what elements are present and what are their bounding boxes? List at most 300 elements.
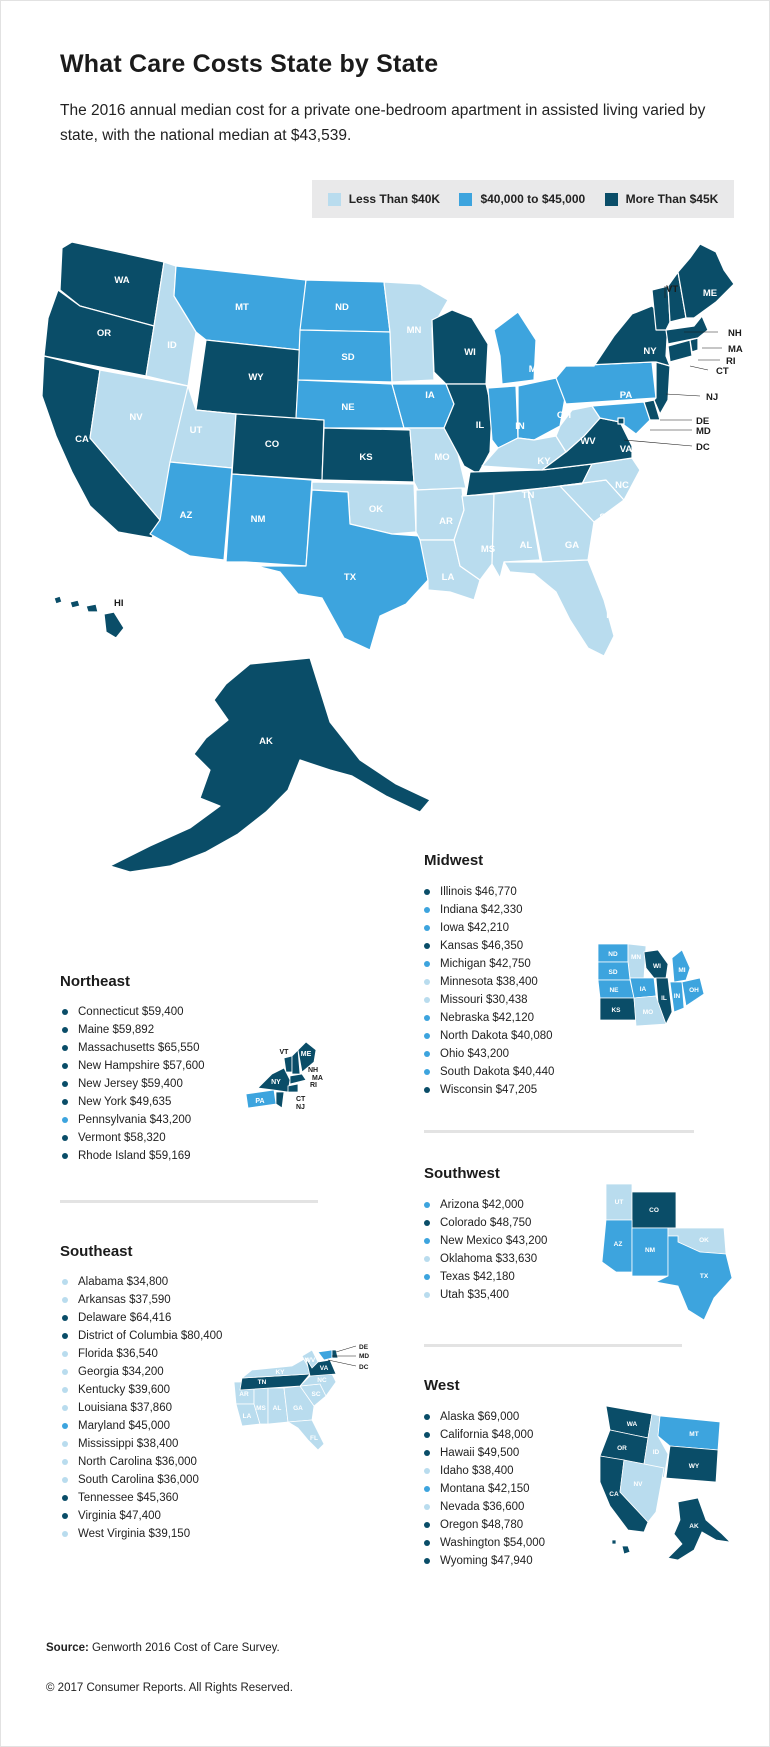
legend-label-mid: $40,000 to $45,000: [480, 192, 586, 206]
state-cost-item: [62, 1021, 205, 1039]
mini-w-ak: [668, 1498, 730, 1560]
label-id: ID: [167, 340, 177, 351]
state-cost-label: Oklahoma $33,630: [440, 1253, 538, 1265]
mini-ne-label-ma: MA: [312, 1075, 323, 1082]
tier-dot: [62, 1063, 68, 1069]
state-cost-item: [424, 1009, 554, 1027]
mini-se-label-ar: AR: [239, 1391, 249, 1398]
mini-ne-label-ri: RI: [310, 1082, 317, 1089]
state-cost-label: Minnesota $38,400: [440, 976, 538, 988]
tier-dot: [424, 961, 430, 967]
state-ri: [690, 338, 698, 352]
state-cost-label: California $48,000: [440, 1429, 534, 1441]
label-mo: MO: [434, 452, 450, 463]
state-cost-label: Oregon $48,780: [440, 1519, 524, 1531]
legend-item-high: [605, 192, 719, 206]
mini-mw-label-ia: IA: [639, 986, 647, 993]
state-cost-label: Connecticut $59,400: [78, 1006, 184, 1018]
leader-line-ct: [690, 366, 708, 370]
state-cost-label: Texas $42,180: [440, 1271, 515, 1283]
tier-dot: [424, 1202, 430, 1208]
state-cost-item: [424, 919, 554, 937]
state-wi: [432, 310, 488, 384]
mini-w-label-wy: WY: [688, 1463, 700, 1470]
mini-w-label-ak: AK: [689, 1523, 699, 1530]
tier-dot: [424, 1015, 430, 1021]
mini-mw-label-mi: MI: [678, 967, 686, 974]
label-vt: VT: [666, 284, 679, 295]
mini-map-southwest: [600, 1182, 736, 1324]
state-cost-label: New Jersey $59,400: [78, 1078, 183, 1090]
state-fl: [504, 560, 614, 656]
label-ca: CA: [75, 434, 89, 445]
state-cost-item: [62, 1525, 222, 1543]
legend: [312, 180, 734, 218]
state-cost-item: [424, 1498, 545, 1516]
state-cost-label: Florida $36,540: [78, 1348, 158, 1360]
divider-northeast: [60, 1200, 318, 1203]
label-me: ME: [702, 288, 718, 299]
mini-se-label-ky: KY: [275, 1369, 285, 1376]
mini-w-label-wa: WA: [626, 1421, 638, 1428]
region-title-west: West: [424, 1377, 460, 1394]
state-cost-item: [424, 973, 554, 991]
state-cost-label: North Carolina $36,000: [78, 1456, 197, 1468]
mini-w-label-nv: NV: [633, 1481, 643, 1488]
label-ms: MS: [480, 544, 496, 555]
state-cost-label: Delaware $64,416: [78, 1312, 172, 1324]
mini-map-southeast: [232, 1344, 382, 1452]
state-cost-item: [62, 1111, 205, 1129]
label-sd: SD: [341, 352, 355, 363]
region-title-southeast: Southeast: [60, 1243, 133, 1260]
tier-dot: [424, 1292, 430, 1298]
state-cost-item: [62, 1453, 222, 1471]
legend-label-high: More Than $45K: [625, 192, 719, 206]
label-co: CO: [264, 439, 280, 450]
label-dc: DC: [696, 442, 710, 453]
state-cost-label: Colorado $48,750: [440, 1217, 532, 1229]
state-cost-item: [424, 937, 554, 955]
state-cost-item: [424, 1081, 554, 1099]
state-cost-item: [62, 1471, 222, 1489]
state-cost-item: [62, 1399, 222, 1417]
state-cost-item: [424, 1232, 547, 1250]
mini-sw-label-co: CO: [649, 1207, 659, 1214]
mini-sw-label-ok: OK: [699, 1237, 709, 1244]
mini-w-label-id: ID: [652, 1449, 660, 1456]
label-pa: PA: [619, 390, 633, 401]
label-fl: FL: [606, 610, 618, 621]
mini-ne-label-ct: CT: [296, 1096, 306, 1103]
label-nm: NM: [250, 514, 266, 525]
label-ks: KS: [359, 452, 373, 463]
tier-dot: [424, 1414, 430, 1420]
mini-mw-label-mn: MN: [630, 954, 642, 961]
mini-mw-mn: [628, 944, 646, 978]
state-cost-label: Louisiana $37,860: [78, 1402, 172, 1414]
tier-dot: [62, 1081, 68, 1087]
mini-se-label-nc: NC: [317, 1377, 327, 1384]
region-list-southwest: [424, 1196, 547, 1304]
state-cost-item: [424, 1408, 545, 1426]
tier-dot: [62, 1045, 68, 1051]
label-tn: TN: [521, 490, 535, 501]
label-il: IL: [475, 420, 485, 431]
state-nj: [654, 362, 670, 414]
state-cost-label: Maryland $45,000: [78, 1420, 171, 1432]
state-cost-label: Pennsylvania $43,200: [78, 1114, 192, 1126]
tier-dot: [62, 1387, 68, 1393]
tier-dot: [424, 889, 430, 895]
mini-mw-mi: [672, 950, 690, 982]
state-cost-label: Indiana $42,330: [440, 904, 523, 916]
mini-w-label-mt: MT: [689, 1431, 699, 1438]
mini-se-md: [318, 1350, 332, 1360]
state-cost-item: [424, 1250, 547, 1268]
state-cost-label: Vermont $58,320: [78, 1132, 166, 1144]
region-title-southwest: Southwest: [424, 1165, 500, 1182]
tier-dot: [424, 1432, 430, 1438]
state-cost-item: [424, 1196, 547, 1214]
label-ia: IA: [425, 390, 435, 401]
source-text: Genworth 2016 Cost of Care Survey.: [88, 1642, 280, 1654]
tier-dot: [424, 925, 430, 931]
state-cost-item: [62, 1291, 222, 1309]
tier-dot: [62, 1513, 68, 1519]
tier-dot: [424, 1220, 430, 1226]
state-nm: [226, 474, 312, 566]
label-ny: NY: [643, 346, 657, 357]
source-note: [46, 1642, 280, 1654]
state-cost-item: [62, 1417, 222, 1435]
label-mi: MI: [528, 364, 540, 375]
tier-dot: [62, 1441, 68, 1447]
tier-dot: [424, 1486, 430, 1492]
label-nd: ND: [335, 302, 349, 313]
state-cost-item: [62, 1147, 205, 1165]
state-cost-label: Montana $42,150: [440, 1483, 530, 1495]
state-cost-item: [62, 1363, 222, 1381]
tier-dot: [424, 943, 430, 949]
label-tx: TX: [343, 572, 357, 583]
tier-dot: [62, 1027, 68, 1033]
state-me: [678, 244, 734, 318]
mini-se-label-fl: FL: [310, 1435, 318, 1442]
state-cost-item: [424, 1552, 545, 1570]
mini-se-label-de: DE: [359, 1344, 369, 1351]
tier-dot: [62, 1315, 68, 1321]
mini-w-label-ca: CA: [609, 1491, 619, 1498]
state-cost-label: South Dakota $40,440: [440, 1066, 555, 1078]
state-cost-item: [62, 1507, 222, 1525]
tier-dot: [62, 1117, 68, 1123]
mini-se-label-tn: TN: [257, 1379, 267, 1386]
tier-dot: [62, 1477, 68, 1483]
tier-dot: [424, 1256, 430, 1262]
region-list-southeast: [62, 1273, 222, 1543]
mini-ne-label-nj: NJ: [296, 1104, 305, 1111]
label-md: MD: [696, 426, 711, 437]
state-cost-item: [62, 1381, 222, 1399]
tier-dot: [62, 1405, 68, 1411]
state-cost-item: [62, 1075, 205, 1093]
state-cost-label: Washington $54,000: [440, 1537, 546, 1549]
tier-dot: [62, 1153, 68, 1159]
label-nj: NJ: [706, 392, 719, 403]
state-in: [488, 386, 518, 448]
label-mt: MT: [235, 302, 249, 313]
label-ky: KY: [537, 456, 551, 467]
state-cost-label: Massachusetts $65,550: [78, 1042, 200, 1054]
mini-mw-label-sd: SD: [608, 969, 618, 976]
tier-dot: [424, 1051, 430, 1057]
label-wv: WV: [580, 436, 596, 447]
state-cost-item: [424, 883, 554, 901]
region-title-northeast: Northeast: [60, 973, 131, 990]
state-cost-item: [62, 1489, 222, 1507]
tier-dot: [62, 1333, 68, 1339]
divider-midwest: [424, 1130, 694, 1133]
tier-dot: [424, 1468, 430, 1474]
label-ar: AR: [439, 516, 453, 527]
state-cost-label: Rhode Island $59,169: [78, 1150, 191, 1162]
leader-line-dc: [624, 440, 692, 446]
state-cost-label: Kentucky $39,600: [78, 1384, 171, 1396]
tier-dot: [62, 1369, 68, 1375]
region-title-midwest: Midwest: [424, 852, 484, 869]
tier-dot: [424, 1238, 430, 1244]
mini-se-label-sc: SC: [311, 1391, 321, 1398]
state-cost-item: [62, 1093, 205, 1111]
state-pa: [556, 362, 656, 404]
mini-ne-label-nh: NH: [308, 1067, 319, 1074]
tier-dot: [424, 1450, 430, 1456]
mini-mw-label-wi: WI: [653, 963, 661, 970]
tier-dot: [62, 1099, 68, 1105]
state-cost-item: [424, 1045, 554, 1063]
tier-dot: [424, 1087, 430, 1093]
state-cost-item: [424, 1534, 545, 1552]
mini-se-fl: [288, 1420, 324, 1450]
region-list-midwest: [424, 883, 554, 1099]
tier-dot: [424, 979, 430, 985]
state-cost-item: [424, 901, 554, 919]
state-cost-item: [62, 1057, 205, 1075]
mini-mw-label-ks: KS: [611, 1007, 621, 1014]
tier-dot: [424, 997, 430, 1003]
mini-mw-label-il: IL: [661, 995, 667, 1002]
state-cost-item: [62, 1003, 205, 1021]
mini-mw-label-oh: OH: [689, 987, 699, 994]
mini-mw-label-in: IN: [673, 993, 681, 1000]
mini-map-west: [598, 1402, 738, 1574]
label-ri: RI: [726, 356, 736, 367]
state-cost-item: [424, 955, 554, 973]
mini-mw-label-nd: ND: [608, 951, 618, 958]
state-cost-label: New Hampshire $57,600: [78, 1060, 205, 1072]
mini-ne-nj: [276, 1092, 284, 1108]
mini-se-label-ms: MS: [256, 1405, 266, 1412]
copyright: © 2017 Consumer Reports. All Rights Reserved.: [46, 1682, 293, 1694]
mini-se-label-dc: DC: [359, 1364, 369, 1371]
state-cost-label: New York $49,635: [78, 1096, 172, 1108]
mini-map-midwest: [596, 942, 746, 1042]
state-cost-item: [424, 1214, 547, 1232]
state-cost-label: Wyoming $47,940: [440, 1555, 533, 1567]
state-cost-label: Iowa $42,210: [440, 922, 510, 934]
mini-se-de: [332, 1350, 338, 1358]
state-cost-label: Idaho $38,400: [440, 1465, 514, 1477]
us-map: [0, 240, 770, 890]
state-cost-item: [62, 1435, 222, 1453]
state-cost-item: [62, 1309, 222, 1327]
label-ct: CT: [716, 366, 729, 377]
state-cost-label: Illinois $46,770: [440, 886, 517, 898]
mini-ne-label-pa: PA: [255, 1098, 265, 1105]
tier-dot: [424, 1522, 430, 1528]
label-nv: NV: [129, 412, 143, 423]
tier-dot: [62, 1495, 68, 1501]
state-cost-item: [424, 1480, 545, 1498]
tier-dot: [62, 1297, 68, 1303]
mini-sw-label-nm: NM: [644, 1247, 656, 1254]
state-cost-label: Alaska $69,000: [440, 1411, 520, 1423]
label-or: OR: [96, 328, 112, 339]
state-cost-item: [424, 1426, 545, 1444]
state-cost-item: [62, 1345, 222, 1363]
state-cost-label: Ohio $43,200: [440, 1048, 510, 1060]
state-cost-item: [424, 1444, 545, 1462]
tier-dot: [62, 1009, 68, 1015]
state-cost-label: Michigan $42,750: [440, 958, 531, 970]
label-al: AL: [519, 540, 533, 551]
label-ne: NE: [341, 402, 355, 413]
legend-item-low: [328, 192, 440, 206]
mini-sw-label-az: AZ: [613, 1241, 623, 1248]
state-cost-label: North Dakota $40,080: [440, 1030, 553, 1042]
label-in: IN: [515, 421, 525, 432]
label-ma: MA: [728, 344, 743, 355]
mini-se-label-la: LA: [242, 1413, 252, 1420]
tier-dot: [424, 1558, 430, 1564]
label-az: AZ: [179, 510, 193, 521]
leader-line-nj: [666, 394, 700, 396]
page-subtitle: The 2016 annual median cost for a private one-bedroom apartment in assisted living varied by state, with the national median at $43,539.: [60, 102, 706, 144]
state-cost-label: Missouri $30,438: [440, 994, 528, 1006]
label-ok: OK: [368, 504, 384, 515]
label-va: VA: [619, 444, 633, 455]
state-cost-label: Virginia $47,400: [78, 1510, 161, 1522]
state-cost-label: Kansas $46,350: [440, 940, 524, 952]
state-cost-item: [424, 1027, 554, 1045]
state-cost-label: Alabama $34,800: [78, 1276, 169, 1288]
state-cost-label: New Mexico $43,200: [440, 1235, 548, 1247]
state-cost-label: Arizona $42,000: [440, 1199, 524, 1211]
state-cost-item: [62, 1327, 222, 1345]
mini-w-label-or: OR: [617, 1445, 627, 1452]
label-sc: SC: [599, 512, 613, 523]
state-cost-label: Nevada $36,600: [440, 1501, 525, 1513]
state-cost-label: Hawaii $49,500: [440, 1447, 520, 1459]
legend-swatch-low: [328, 193, 341, 206]
state-cost-label: District of Columbia $80,400: [78, 1330, 223, 1342]
legend-item-mid: [459, 192, 585, 206]
state-cost-label: Utah $35,400: [440, 1289, 510, 1301]
label-ak: AK: [259, 736, 273, 747]
label-ut: UT: [189, 425, 203, 436]
state-cost-item: [62, 1129, 205, 1147]
state-cost-label: Mississippi $38,400: [78, 1438, 179, 1450]
tier-dot: [62, 1279, 68, 1285]
label-nh: NH: [728, 328, 742, 339]
tier-dot: [424, 1274, 430, 1280]
tier-dot: [424, 1069, 430, 1075]
tier-dot: [62, 1423, 68, 1429]
mini-sw-label-ut: UT: [614, 1199, 624, 1206]
state-cost-item: [62, 1273, 222, 1291]
state-cost-label: Wisconsin $47,205: [440, 1084, 538, 1096]
mini-ne-label-me: ME: [300, 1051, 312, 1058]
mini-se-label-wv: WV: [304, 1357, 316, 1364]
label-wi: WI: [464, 347, 476, 358]
region-list-west: [424, 1408, 545, 1570]
state-dc: [618, 418, 624, 424]
mini-ne-label-ny: NY: [271, 1079, 281, 1086]
label-wa: WA: [114, 275, 130, 286]
state-cost-item: [424, 1516, 545, 1534]
state-cost-item: [424, 1286, 547, 1304]
mini-se-label-md: MD: [359, 1353, 370, 1360]
state-cost-item: [424, 1063, 554, 1081]
legend-label-low: Less Than $40K: [348, 192, 441, 206]
state-cost-label: Maine $59,892: [78, 1024, 155, 1036]
tier-dot: [62, 1135, 68, 1141]
mini-map-northeast: [244, 1042, 330, 1114]
label-oh: OH: [556, 410, 572, 421]
tier-dot: [424, 907, 430, 913]
mini-se-label-ga: GA: [293, 1405, 303, 1412]
tier-dot: [424, 1504, 430, 1510]
mini-ne-ma: [290, 1074, 306, 1084]
state-cost-item: [62, 1039, 205, 1057]
state-cost-label: South Carolina $36,000: [78, 1474, 199, 1486]
mini-se-label-va: VA: [319, 1365, 329, 1372]
state-cost-item: [424, 991, 554, 1009]
mini-sw-label-tx: TX: [699, 1273, 709, 1280]
label-de: DE: [696, 416, 710, 427]
mini-mw-label-ne: NE: [609, 987, 619, 994]
page-title: What Care Costs State by State: [60, 50, 439, 78]
legend-swatch-mid: [459, 193, 472, 206]
label-wy: WY: [248, 372, 264, 383]
mini-mw-label-mo: MO: [642, 1009, 654, 1016]
tier-dot: [424, 1033, 430, 1039]
label-nc: NC: [615, 480, 629, 491]
state-cost-label: Nebraska $42,120: [440, 1012, 534, 1024]
mini-se-label-al: AL: [272, 1405, 282, 1412]
state-cost-item: [424, 1462, 545, 1480]
state-cost-item: [424, 1268, 547, 1286]
mini-ne-label-vt: VT: [279, 1049, 289, 1056]
region-list-northeast: [62, 1003, 205, 1165]
source-label: Source:: [46, 1642, 89, 1654]
mini-w-hi: [612, 1540, 630, 1554]
state-cost-label: Arkansas $37,590: [78, 1294, 171, 1306]
tier-dot: [62, 1351, 68, 1357]
state-cost-label: West Virginia $39,150: [78, 1528, 191, 1540]
state-ak: [110, 658, 430, 872]
